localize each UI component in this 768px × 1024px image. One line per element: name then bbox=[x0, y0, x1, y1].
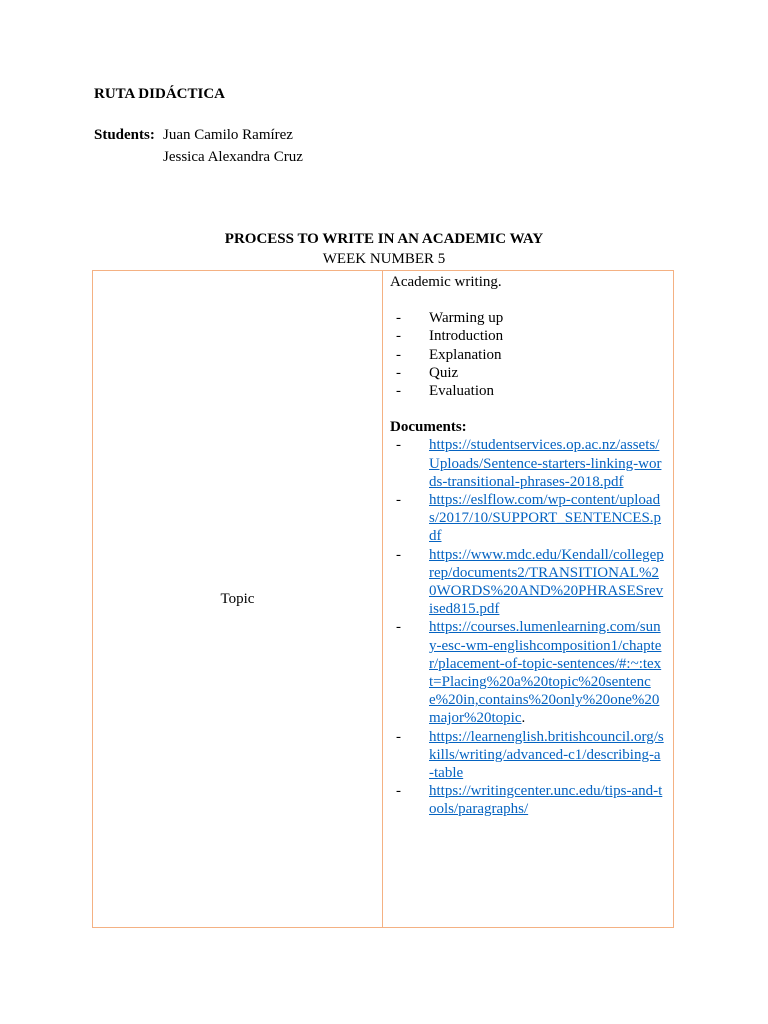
topic-label: Topic bbox=[220, 590, 255, 607]
topic-cell bbox=[93, 271, 383, 927]
student-name-2: Jessica Alexandra Cruz bbox=[163, 149, 303, 165]
students-label: Students: bbox=[94, 127, 155, 143]
document-link-4[interactable]: https://courses.lumenlearning.com/suny-esc-wm-englishcomposition1/chapter/placement-of-topic-sentences/#:~:text=Placing%20a%20topic%20sentence%20in,contains%20only%20one%20major%20topic bbox=[429, 619, 662, 727]
list-item bbox=[390, 728, 665, 783]
list-item: - Quiz bbox=[390, 364, 665, 382]
document-link-3[interactable]: https://www.mdc.edu/Kendall/collegeprep/documents2/TRANSITIONAL%20WORDS%20AND%20PHRASESrevised815.pdf bbox=[429, 546, 664, 618]
document-link-2[interactable]: https://eslflow.com/wp-content/uploads/2017/10/SUPPORT_SENTENCES.pdf bbox=[429, 492, 662, 545]
list-item bbox=[390, 436, 665, 491]
document-title: RUTA DIDÁCTICA bbox=[94, 86, 225, 102]
list-item bbox=[390, 546, 665, 619]
list-item bbox=[390, 618, 665, 727]
steps-list bbox=[390, 309, 665, 400]
students-row-1 bbox=[94, 124, 303, 146]
list-item: - Explanation bbox=[390, 346, 665, 364]
content-cell bbox=[383, 271, 673, 927]
document-link-6[interactable]: https://writingcenter.unc.edu/tips-and-tools/paragraphs/ bbox=[429, 783, 663, 818]
document-link-1[interactable]: https://studentservices.op.ac.nz/assets/Uploads/Sentence-starters-linking-words-transitional-phrases-2018.pdf bbox=[429, 437, 662, 490]
section-heading bbox=[0, 229, 768, 269]
documents-list bbox=[390, 436, 665, 818]
student-name-1: Juan Camilo Ramírez bbox=[163, 127, 293, 143]
list-item: - Evaluation bbox=[390, 382, 665, 400]
list-item bbox=[390, 782, 665, 818]
link-trailing-period: . bbox=[521, 710, 526, 727]
lesson-table bbox=[92, 270, 674, 928]
documents-label: Documents: bbox=[390, 419, 467, 436]
heading-week: WEEK NUMBER 5 bbox=[322, 251, 446, 267]
content-intro: Academic writing. bbox=[390, 274, 502, 290]
heading-title: PROCESS TO WRITE IN AN ACADEMIC WAY bbox=[224, 231, 544, 247]
list-item: - Warming up bbox=[390, 309, 665, 327]
document-link-5[interactable]: https://learnenglish.britishcouncil.org/skills/writing/advanced-c1/describing-a-table bbox=[429, 728, 664, 782]
list-item: - Introduction bbox=[390, 327, 665, 345]
list-item bbox=[390, 491, 665, 546]
students-block bbox=[94, 124, 303, 168]
